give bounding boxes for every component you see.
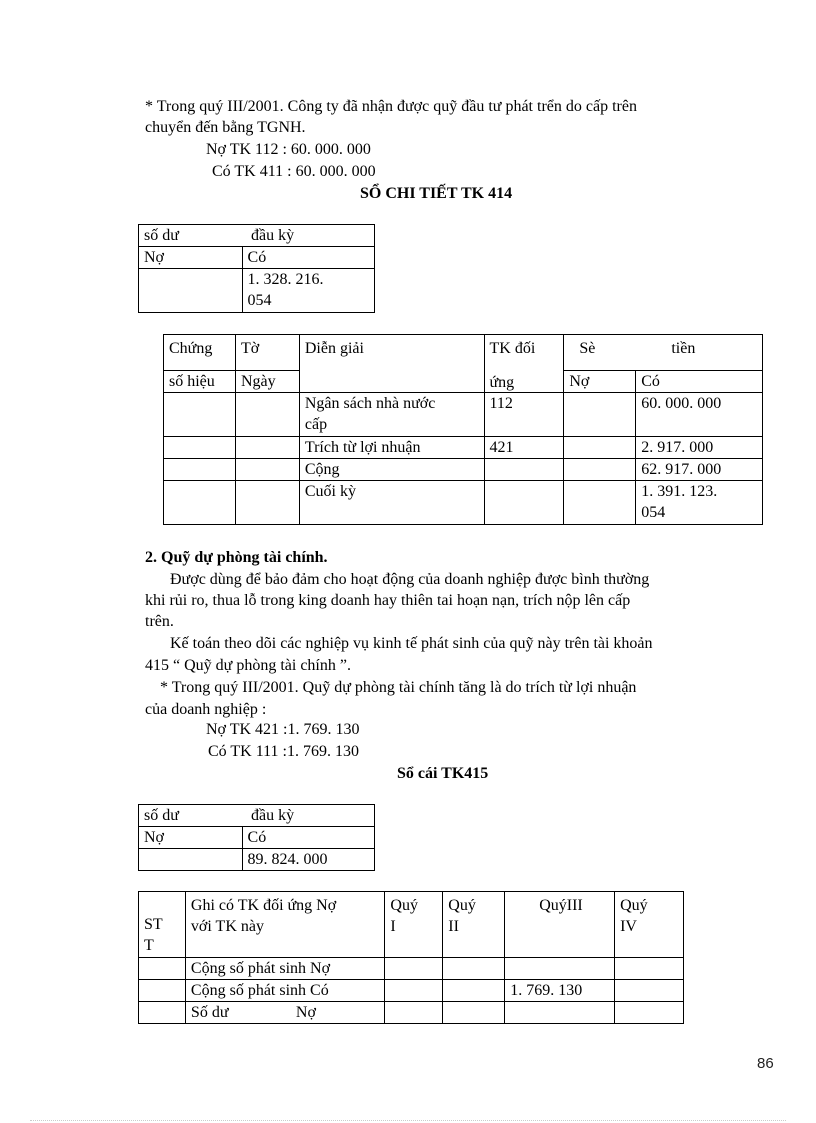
intro-line-1: * Trong quý III/2001. Công ty đã nhận được quỹ đầu tư phát trển do cấp trên [145,98,637,115]
th-ngay: Ngày [235,371,299,393]
para1-line2: khi rủi ro, thua lỗ trong king doanh hay thiên tai hoạn nạn, trích nộp lên cấp [145,592,631,609]
th-sotien: Sè tiền [564,335,763,371]
th-to: Tờ [235,335,299,371]
th-diengiai: Diễn giải [299,335,484,393]
balance-no-label: Nợ [139,247,243,269]
balance-no-label: Nợ [139,827,243,849]
balance-co-value: 1. 328. 216. 054 [242,269,374,313]
table-row: Số dư Nợ [139,1002,684,1024]
th-q4: Quý IV [615,892,684,958]
th-q2: Quý II [443,892,505,958]
th-q3: QuýIII [505,892,615,958]
table-row: Cộng số phát sinh Có 1. 769. 130 [139,980,684,1002]
ledger-table-415 [138,891,684,1024]
para1-line1: Được dùng để bảo đảm cho hoạt động của doanh nghiệp được bình thường [170,571,650,588]
th-no: Nợ [564,371,636,393]
balance-header: số dư đầu kỳ [139,805,375,827]
intro-line-2: chuyển đến bằng TGNH. [145,119,306,136]
table-row: Ngân sách nhà nước cấp 112 60. 000. 000 [164,393,763,437]
entry-credit-111: Có TK 111 :1. 769. 130 [208,743,359,760]
th-stt: ST T [139,892,186,958]
para2-line2: 415 “ Quỹ dự phòng tài chính ”. [145,657,351,674]
balance-co-label: Có [242,827,374,849]
balance-co-label: Có [242,247,374,269]
title-tk415: Sổ cái TK415 [397,765,489,782]
opening-balance-table-415 [138,804,375,871]
entry-debit-112: Nợ TK 112 : 60. 000. 000 [206,141,371,158]
page-number: 86 [757,1055,774,1072]
entry-debit-421: Nợ TK 421 :1. 769. 130 [206,721,360,738]
table-row: Trích từ lợi nhuận 421 2. 917. 000 [164,437,763,459]
title-tk414: SỔ CHI TIẾT TK 414 [360,185,513,202]
balance-header: số dư đầu kỳ [139,225,375,247]
th-q1: Quý I [385,892,443,958]
para2-line1: Kế toán theo dõi các nghiệp vụ kinh tế phát sinh của quỹ này trên tài khoản [170,635,653,652]
table-row: Cuối kỳ 1. 391. 123. 054 [164,481,763,525]
th-ghico: Ghi có TK đối ứng Nợ với TK này [185,892,384,958]
detail-table-414 [163,334,763,525]
balance-co-value: 89. 824. 000 [242,849,374,871]
th-co: Có [636,371,763,393]
table-row: Cộng số phát sinh Nợ [139,958,684,980]
entry-credit-411: Có TK 411 : 60. 000. 000 [212,163,376,180]
th-chungtu: Chứng [164,335,236,371]
para3-line2: của doanh nghiệp : [145,701,267,718]
th-sohieu: số hiệu [164,371,236,393]
table-row: Cộng 62. 917. 000 [164,459,763,481]
para3-line1: * Trong quý III/2001. Quỹ dự phòng tài chính tăng là do trích từ lợi nhuận [160,679,637,696]
opening-balance-table-414 [138,224,375,313]
footer-divider [30,1120,786,1121]
para1-line3: trên. [145,613,174,630]
heading-section-2: 2. Quỹ dự phòng tài chính. [145,549,328,566]
th-tkdoi: TK đối ứng [484,335,564,393]
